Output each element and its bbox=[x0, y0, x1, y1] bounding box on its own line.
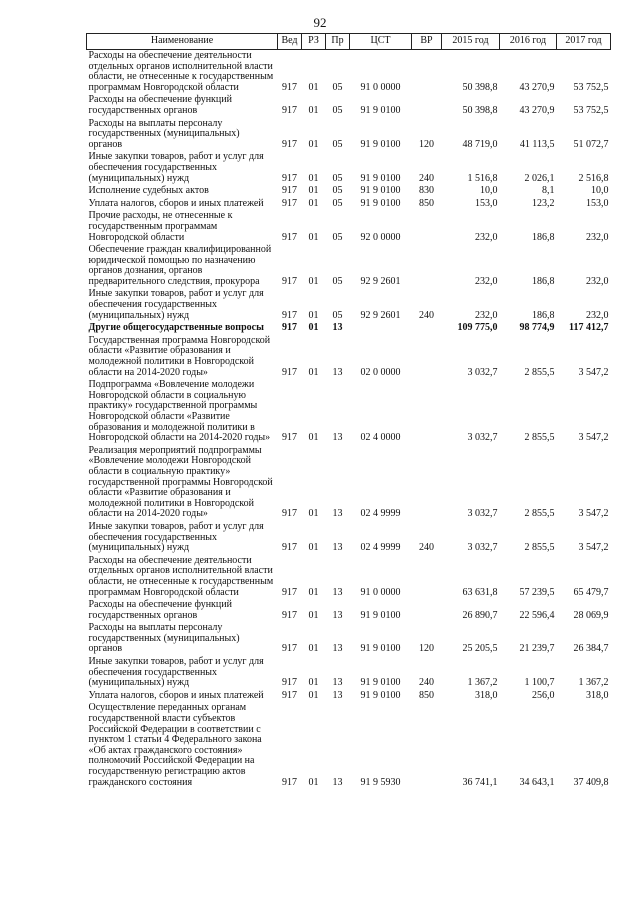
row-rz: 01 bbox=[308, 366, 319, 378]
row-value-2017: 153,0 bbox=[586, 197, 609, 209]
row-rz: 01 bbox=[308, 322, 319, 334]
row-rz: 01 bbox=[308, 689, 319, 701]
row-value-2015: 48 719,0 bbox=[462, 138, 498, 150]
row-cst: 91 9 0100 bbox=[360, 138, 401, 150]
row-value-2016: 22 596,4 bbox=[519, 609, 555, 621]
row-value-2016: 43 270,9 bbox=[519, 104, 555, 116]
table-row bbox=[87, 50, 611, 95]
row-pr: 05 bbox=[332, 185, 343, 197]
row-ved: 917 bbox=[282, 185, 297, 197]
row-ved: 917 bbox=[282, 138, 297, 150]
row-value-2016: 8,1 bbox=[542, 185, 555, 197]
row-value-2015: 3 032,7 bbox=[467, 508, 498, 520]
row-rz: 01 bbox=[308, 81, 319, 93]
row-name: Иные закупки товаров, работ и услуг для обеспечения государственных (муниципальных) нужд bbox=[88, 656, 264, 689]
row-value-2017: 37 409,8 bbox=[573, 776, 609, 788]
row-rz: 01 bbox=[308, 138, 319, 150]
table-row bbox=[87, 379, 611, 445]
table-row bbox=[87, 555, 611, 599]
row-cst: 91 9 0100 bbox=[360, 197, 401, 209]
row-value-2017: 3 547,2 bbox=[578, 366, 609, 378]
table-row bbox=[87, 335, 611, 379]
row-cst: 92 0 0000 bbox=[360, 231, 401, 243]
row-value-2015: 232,0 bbox=[475, 309, 498, 321]
row-cst: 02 4 0000 bbox=[360, 432, 401, 444]
row-value-2017: 318,0 bbox=[586, 689, 609, 701]
header-vr: ВР bbox=[412, 34, 442, 50]
row-pr: 05 bbox=[332, 104, 343, 116]
row-ved: 917 bbox=[282, 689, 297, 701]
row-cst: 91 9 0100 bbox=[360, 677, 401, 689]
row-rz: 01 bbox=[308, 677, 319, 689]
row-name: Расходы на выплаты персоналу государственных (муниципальных) органов bbox=[88, 622, 240, 655]
row-cst: 91 0 0000 bbox=[360, 81, 401, 93]
row-value-2016: 21 239,7 bbox=[519, 643, 555, 655]
row-ved: 917 bbox=[282, 609, 297, 621]
row-pr: 13 bbox=[332, 609, 343, 621]
row-vr bbox=[412, 445, 442, 521]
row-value-2017: 26 384,7 bbox=[573, 643, 609, 655]
row-rz: 01 bbox=[308, 776, 319, 788]
table-row bbox=[87, 622, 611, 656]
row-cst: 91 9 0100 bbox=[360, 689, 401, 701]
row-name: Исполнение судебных актов bbox=[88, 185, 209, 197]
table-row bbox=[87, 198, 611, 211]
row-value-2015: 36 741,1 bbox=[462, 776, 498, 788]
table-row bbox=[87, 599, 611, 622]
row-pr: 05 bbox=[332, 231, 343, 243]
row-rz: 01 bbox=[308, 609, 319, 621]
row-value-2017: 53 752,5 bbox=[573, 104, 609, 116]
row-ved: 917 bbox=[282, 197, 297, 209]
row-rz: 01 bbox=[308, 309, 319, 321]
row-value-2016: 186,8 bbox=[532, 275, 555, 287]
row-cst: 02 4 9999 bbox=[360, 542, 401, 554]
row-value-2016: 43 270,9 bbox=[519, 81, 555, 93]
row-name: Иные закупки товаров, работ и услуг для обеспечения государственных (муниципальных) нужд bbox=[88, 151, 264, 184]
row-rz: 01 bbox=[308, 185, 319, 197]
row-vr bbox=[412, 335, 442, 379]
row-ved: 917 bbox=[282, 322, 297, 334]
row-value-2015: 25 205,5 bbox=[462, 643, 498, 655]
row-name: Государственная программа Новгородской области «Развитие образования и молодежной политики в Новгородской области на 2014-2020 годы» bbox=[88, 334, 271, 378]
row-value-2016: 1 100,7 bbox=[524, 677, 555, 689]
row-value-2015: 1 367,2 bbox=[467, 677, 498, 689]
row-pr: 05 bbox=[332, 197, 343, 209]
row-vr: 120 bbox=[419, 643, 434, 655]
row-ved: 917 bbox=[282, 366, 297, 378]
row-value-2016: 186,8 bbox=[532, 231, 555, 243]
row-value-2015: 63 631,8 bbox=[462, 586, 498, 598]
row-pr: 05 bbox=[332, 138, 343, 150]
row-cst: 92 9 2601 bbox=[360, 309, 401, 321]
row-name: Расходы на обеспечение функций государственных органов bbox=[88, 599, 232, 621]
row-cst: 91 9 0100 bbox=[360, 104, 401, 116]
row-value-2017: 53 752,5 bbox=[573, 81, 609, 93]
row-cst bbox=[350, 322, 412, 335]
row-value-2016: 2 026,1 bbox=[524, 172, 555, 184]
row-cst: 91 9 5930 bbox=[360, 776, 401, 788]
row-value-2017: 117 412,7 bbox=[569, 322, 609, 334]
row-vr: 830 bbox=[419, 185, 434, 197]
row-value-2015: 3 032,7 bbox=[467, 432, 498, 444]
row-vr bbox=[412, 94, 442, 117]
row-name: Обеспечение граждан квалифицированной юридической помощью по назначению органов дознания, органов предварительного следствия, прокурора bbox=[88, 244, 272, 287]
row-pr: 13 bbox=[332, 643, 343, 655]
page-number: 92 bbox=[313, 15, 327, 30]
row-value-2015: 153,0 bbox=[475, 197, 498, 209]
row-vr: 240 bbox=[419, 542, 434, 554]
row-value-2015: 10,0 bbox=[480, 185, 498, 197]
table-row bbox=[87, 244, 611, 288]
row-name: Уплата налогов, сборов и иных платежей bbox=[88, 689, 264, 701]
row-rz: 01 bbox=[308, 197, 319, 209]
row-rz: 01 bbox=[308, 542, 319, 554]
table-row bbox=[87, 702, 611, 789]
row-value-2015: 232,0 bbox=[475, 231, 498, 243]
row-value-2017: 10,0 bbox=[591, 185, 609, 197]
row-value-2016: 186,8 bbox=[532, 309, 555, 321]
row-name: Расходы на выплаты персоналу государственных (муниципальных) органов bbox=[88, 117, 240, 150]
row-value-2015: 318,0 bbox=[475, 689, 498, 701]
row-pr: 05 bbox=[332, 172, 343, 184]
row-name: Реализация мероприятий подпрограммы «Вовлечение молодежи Новгородской области в социальную практику» государственной программы Новгородской области «Развитие образования и молодежной политики в Новгородской области на 2014-2020 годы» bbox=[88, 444, 273, 520]
row-vr bbox=[412, 210, 442, 244]
row-cst: 91 9 0100 bbox=[360, 172, 401, 184]
row-value-2016: 98 774,9 bbox=[519, 322, 555, 334]
row-pr: 05 bbox=[332, 275, 343, 287]
header-2016: 2016 год bbox=[500, 34, 557, 50]
row-pr: 13 bbox=[332, 776, 343, 788]
header-pr: Пр bbox=[326, 34, 350, 50]
row-value-2015: 1 516,8 bbox=[467, 172, 498, 184]
row-value-2017: 232,0 bbox=[586, 309, 609, 321]
row-cst: 91 0 0000 bbox=[360, 586, 401, 598]
row-pr: 05 bbox=[332, 309, 343, 321]
row-cst: 02 4 9999 bbox=[360, 508, 401, 520]
row-value-2015: 232,0 bbox=[475, 275, 498, 287]
row-ved: 917 bbox=[282, 275, 297, 287]
row-ved: 917 bbox=[282, 677, 297, 689]
row-value-2016: 2 855,5 bbox=[524, 508, 555, 520]
row-name: Уплата налогов, сборов и иных платежей bbox=[88, 197, 264, 209]
row-vr: 850 bbox=[419, 197, 434, 209]
row-rz: 01 bbox=[308, 643, 319, 655]
row-pr: 13 bbox=[332, 689, 343, 701]
table-row bbox=[87, 94, 611, 117]
row-name: Иные закупки товаров, работ и услуг для обеспечения государственных (муниципальных) нужд bbox=[88, 520, 264, 554]
row-vr: 850 bbox=[419, 689, 434, 701]
row-pr: 13 bbox=[332, 322, 343, 334]
row-value-2017: 1 367,2 bbox=[578, 677, 609, 689]
row-value-2016: 57 239,5 bbox=[519, 586, 555, 598]
row-value-2015: 3 032,7 bbox=[467, 366, 498, 378]
table-row bbox=[87, 322, 611, 335]
table-row bbox=[87, 210, 611, 244]
row-vr bbox=[412, 702, 442, 789]
row-name: Осуществление переданных органам государственной власти субъектов Российской Федерации в соответствии с пунктом 1 статьи 4 Федерального закона «Об актах гражданского состояния» полномочий Российской Федерации на государственную регистрацию актов гражданского состояния bbox=[88, 702, 262, 788]
row-name: Другие общегосударственные вопросы bbox=[88, 322, 264, 334]
row-name: Подпрограмма «Вовлечение молодежи Новгородской области в социальную практику» государственной программы Новгородской области «Развитие образования и молодежной политики в Новгородской области на 2014-2020 годы» bbox=[88, 379, 271, 444]
row-name: Расходы на обеспечение деятельности отдельных органов исполнительной власти области, не отнесенные к государственным программам Новгородской области bbox=[88, 50, 274, 93]
row-cst: 91 9 0100 bbox=[360, 643, 401, 655]
row-vr: 240 bbox=[419, 309, 434, 321]
row-vr bbox=[412, 599, 442, 622]
row-rz: 01 bbox=[308, 586, 319, 598]
row-cst: 02 0 0000 bbox=[360, 366, 401, 378]
row-vr bbox=[412, 244, 442, 288]
row-value-2015: 50 398,8 bbox=[462, 81, 498, 93]
row-value-2016: 41 113,5 bbox=[519, 138, 555, 150]
row-pr: 13 bbox=[332, 508, 343, 520]
table-row bbox=[87, 288, 611, 322]
row-ved: 917 bbox=[282, 231, 297, 243]
row-value-2017: 232,0 bbox=[586, 231, 609, 243]
row-value-2017: 3 547,2 bbox=[578, 542, 609, 554]
row-pr: 05 bbox=[332, 81, 343, 93]
row-ved: 917 bbox=[282, 81, 297, 93]
table-row bbox=[87, 521, 611, 555]
row-ved: 917 bbox=[282, 586, 297, 598]
row-pr: 13 bbox=[332, 677, 343, 689]
row-ved: 917 bbox=[282, 104, 297, 116]
budget-table bbox=[86, 33, 611, 789]
row-rz: 01 bbox=[308, 275, 319, 287]
row-ved: 917 bbox=[282, 309, 297, 321]
header-rz: РЗ bbox=[302, 34, 326, 50]
row-name: Иные закупки товаров, работ и услуг для обеспечения государственных (муниципальных) нужд bbox=[88, 288, 264, 321]
row-name: Расходы на обеспечение функций государственных органов bbox=[88, 94, 232, 116]
header-ved: Вед bbox=[278, 34, 302, 50]
row-ved: 917 bbox=[282, 508, 297, 520]
header-cst: ЦСТ bbox=[350, 34, 412, 50]
row-vr bbox=[412, 322, 442, 335]
row-pr: 13 bbox=[332, 366, 343, 378]
row-value-2017: 65 479,7 bbox=[573, 586, 609, 598]
row-value-2016: 2 855,5 bbox=[524, 542, 555, 554]
table-row bbox=[87, 151, 611, 185]
row-vr: 120 bbox=[419, 138, 434, 150]
row-value-2017: 51 072,7 bbox=[573, 138, 609, 150]
header-name: Наименование bbox=[87, 34, 278, 50]
table-row bbox=[87, 690, 611, 703]
table-header bbox=[87, 34, 611, 50]
row-ved: 917 bbox=[282, 172, 297, 184]
row-value-2016: 123,2 bbox=[532, 197, 555, 209]
row-vr: 240 bbox=[419, 677, 434, 689]
row-value-2017: 3 547,2 bbox=[578, 432, 609, 444]
row-ved: 917 bbox=[282, 432, 297, 444]
row-ved: 917 bbox=[282, 542, 297, 554]
row-vr bbox=[412, 379, 442, 445]
row-pr: 13 bbox=[332, 586, 343, 598]
row-rz: 01 bbox=[308, 432, 319, 444]
row-rz: 01 bbox=[308, 508, 319, 520]
row-value-2016: 2 855,5 bbox=[524, 366, 555, 378]
row-vr bbox=[412, 50, 442, 95]
row-name: Расходы на обеспечение деятельности отдельных органов исполнительной власти области, не отнесенные к государственным программам Новгородской области bbox=[88, 554, 274, 598]
row-value-2017: 3 547,2 bbox=[578, 508, 609, 520]
row-value-2017: 2 516,8 bbox=[578, 172, 609, 184]
row-rz: 01 bbox=[308, 231, 319, 243]
row-cst: 92 9 2601 bbox=[360, 275, 401, 287]
header-2015: 2015 год bbox=[442, 34, 500, 50]
row-value-2016: 34 643,1 bbox=[519, 776, 555, 788]
row-cst: 91 9 0100 bbox=[360, 609, 401, 621]
table-row bbox=[87, 445, 611, 521]
row-value-2016: 2 855,5 bbox=[524, 432, 555, 444]
row-value-2015: 50 398,8 bbox=[462, 104, 498, 116]
row-pr: 13 bbox=[332, 432, 343, 444]
table-row bbox=[87, 185, 611, 198]
row-value-2015: 3 032,7 bbox=[467, 542, 498, 554]
row-ved: 917 bbox=[282, 776, 297, 788]
row-vr: 240 bbox=[419, 172, 434, 184]
row-rz: 01 bbox=[308, 104, 319, 116]
table-row bbox=[87, 656, 611, 690]
row-value-2015: 26 890,7 bbox=[462, 609, 498, 621]
row-value-2017: 28 069,9 bbox=[573, 609, 609, 621]
row-vr bbox=[412, 555, 442, 599]
row-value-2015: 109 775,0 bbox=[457, 322, 498, 334]
row-value-2017: 232,0 bbox=[586, 275, 609, 287]
row-ved: 917 bbox=[282, 643, 297, 655]
row-value-2016: 256,0 bbox=[532, 689, 555, 701]
row-rz: 01 bbox=[308, 172, 319, 184]
table-row bbox=[87, 118, 611, 152]
row-cst: 91 9 0100 bbox=[360, 185, 401, 197]
row-name: Прочие расходы, не отнесенные к государственным программам Новгородской области bbox=[88, 210, 233, 243]
table-body bbox=[87, 50, 611, 790]
row-pr: 13 bbox=[332, 542, 343, 554]
header-2017: 2017 год bbox=[557, 34, 611, 50]
